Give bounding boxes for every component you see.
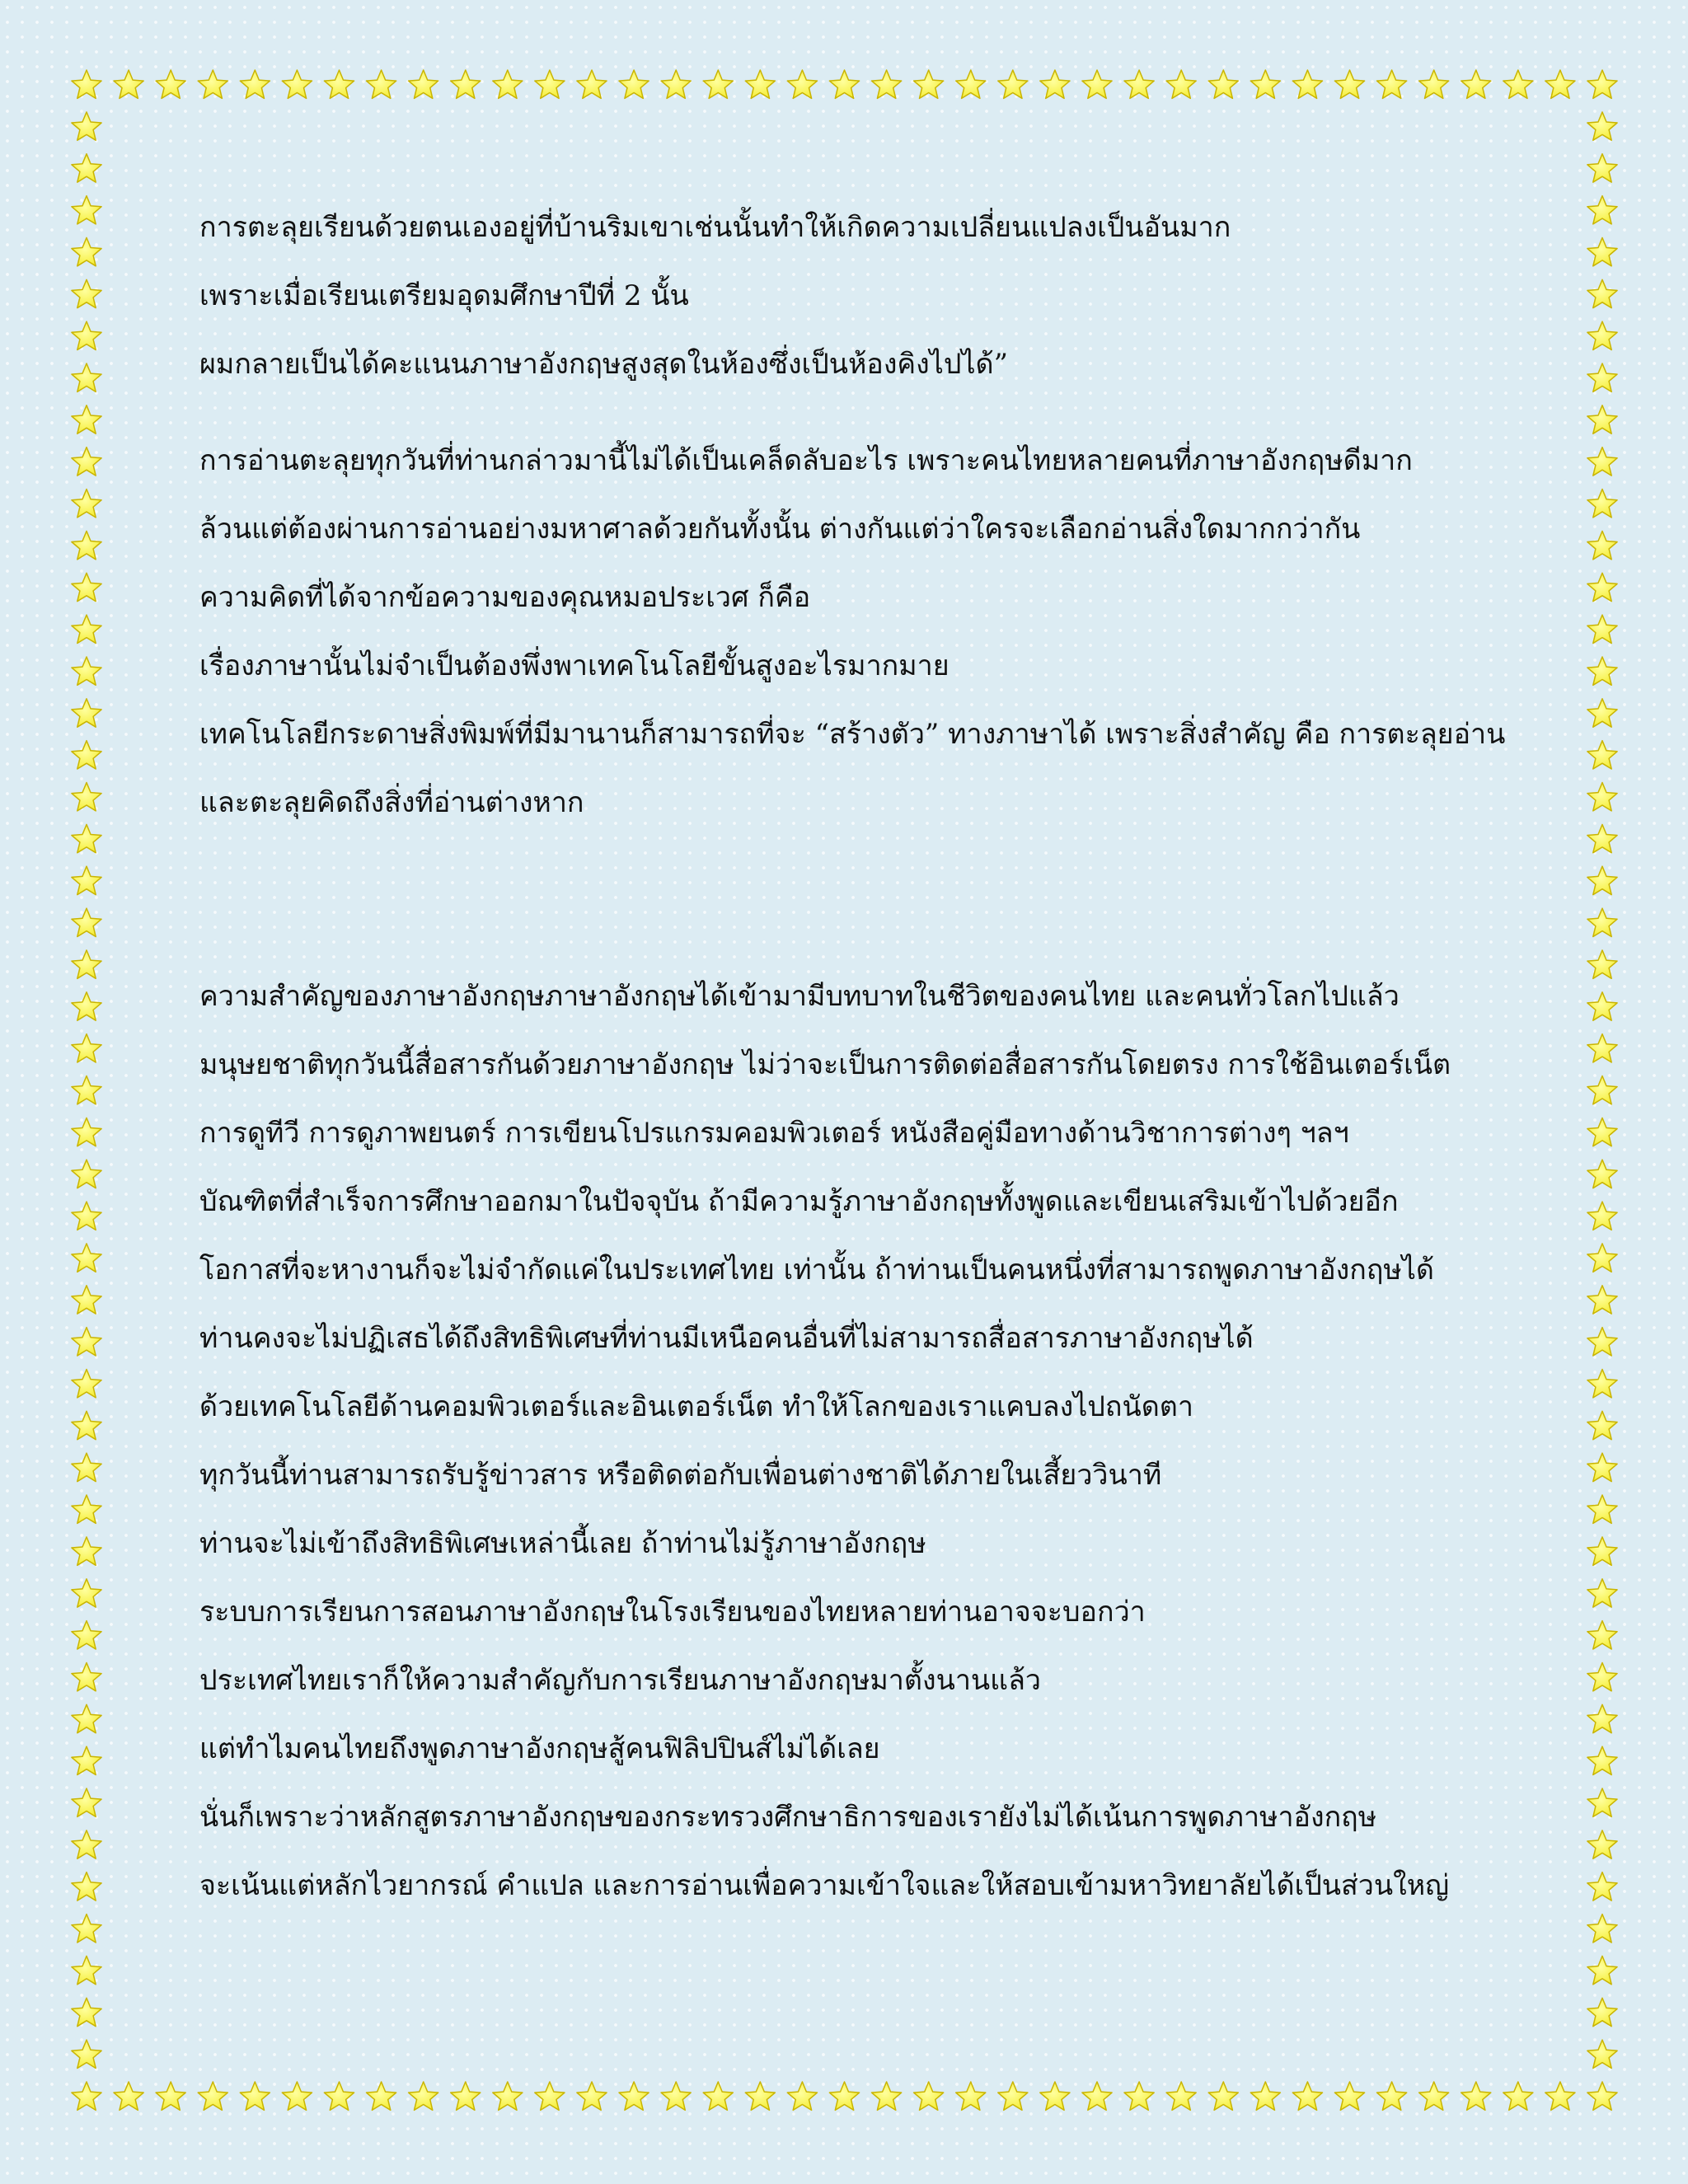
star-icon: [1334, 70, 1364, 98]
star-icon: [1587, 1956, 1617, 1984]
star-icon: [1503, 70, 1533, 98]
star-icon: [1166, 70, 1196, 98]
star-icon: [114, 2082, 143, 2110]
star-icon: [535, 70, 565, 98]
star-icon: [535, 2082, 565, 2110]
star-icon: [72, 237, 101, 265]
star-icon: [72, 992, 101, 1020]
star-icon: [72, 699, 101, 727]
star-icon: [72, 1956, 101, 1984]
star-icon: [872, 70, 902, 98]
star-icon: [1587, 363, 1617, 391]
star-icon: [72, 196, 101, 224]
text-line: ด้วยเทคโนโลยีด้านคอมพิวเตอร์และอินเตอร์เน็ต ทำให้โลกของเราแคบลงไปถนัดตา: [199, 1390, 1193, 1423]
star-icon: [1124, 2082, 1154, 2110]
star-icon: [72, 1872, 101, 1900]
star-icon: [324, 70, 354, 98]
star-icon: [1587, 783, 1617, 811]
star-icon: [1166, 2082, 1196, 2110]
star-icon: [72, 321, 101, 349]
star-icon: [1587, 2082, 1617, 2110]
star-icon: [1208, 2082, 1238, 2110]
star-icon: [72, 1579, 101, 1607]
star-icon: [72, 1915, 101, 1943]
star-icon: [661, 2082, 691, 2110]
star-icon: [1040, 2082, 1070, 2110]
star-icon: [1292, 2082, 1322, 2110]
star-icon: [1082, 70, 1112, 98]
star-icon: [703, 2082, 733, 2110]
star-icon: [72, 1830, 101, 1858]
star-icon: [1587, 1411, 1617, 1439]
star-icon: [72, 615, 101, 643]
star-icon: [72, 741, 101, 769]
star-icon: [72, 866, 101, 894]
star-icon: [1250, 70, 1280, 98]
star-icon: [72, 1286, 101, 1314]
star-icon: [1587, 1495, 1617, 1523]
star-icon: [409, 2082, 438, 2110]
star-icon: [72, 1704, 101, 1732]
star-icon: [72, 1621, 101, 1649]
star-icon: [1587, 908, 1617, 936]
star-icon: [72, 279, 101, 307]
star-icon: [1587, 1998, 1617, 2026]
star-icon: [72, 2040, 101, 2068]
star-icon: [72, 573, 101, 601]
text-line: เพราะเมื่อเรียนเตรียมอุดมศึกษาปีที่ 2 นั้น: [199, 279, 689, 312]
star-icon: [72, 112, 101, 140]
star-icon: [198, 2082, 227, 2110]
star-icon: [1082, 2082, 1112, 2110]
star-icon: [409, 70, 438, 98]
star-icon: [1587, 112, 1617, 140]
star-icon: [956, 70, 986, 98]
star-icon: [367, 70, 396, 98]
star-icon: [1587, 1034, 1617, 1062]
star-icon: [619, 2082, 649, 2110]
star-icon: [1587, 1830, 1617, 1858]
text-line: เรื่องภาษานั้นไม่จำเป็นต้องพึ่งพาเทคโนโลยีขั้นสูงอะไรมากมาย: [199, 649, 950, 682]
text-line: ทุกวันนี้ท่านสามารถรับรู้ข่าวสาร หรือติดต่อกับเพื่อนต่างชาติได้ภายในเสี้ยววินาที: [199, 1459, 1162, 1492]
star-icon: [72, 1746, 101, 1774]
star-icon: [1587, 1286, 1617, 1314]
star-icon: [72, 1034, 101, 1062]
star-icon: [1587, 615, 1617, 643]
star-icon: [72, 783, 101, 811]
star-icon: [1587, 741, 1617, 769]
paragraph-3: [199, 963, 1485, 1920]
star-icon: [1334, 2082, 1364, 2110]
star-icon: [1545, 2082, 1575, 2110]
text-line: การตะลุยเรียนด้วยตนเองอยู่ที่บ้านริมเขาเช่นนั้นทำให้เกิดความเปลี่ยนแปลงเป็นอันมาก: [199, 211, 1231, 244]
star-icon: [998, 2082, 1028, 2110]
star-icon: [577, 2082, 607, 2110]
star-icon: [787, 2082, 817, 2110]
star-icon: [1587, 1328, 1617, 1356]
star-icon: [451, 70, 481, 98]
star-icon: [745, 70, 775, 98]
text-line: ความสำคัญของภาษาอังกฤษภาษาอังกฤษได้เข้ามามีบทบาทในชีวิตของคนไทย และคนทั่วโลกไปแล้ว: [199, 980, 1400, 1013]
star-icon: [493, 70, 523, 98]
text-line: ผมกลายเป็นได้คะแนนภาษาอังกฤษสูงสุดในห้องซึ่งเป็นห้องคิงไปได้”: [199, 348, 1009, 381]
star-icon: [72, 448, 101, 476]
text-line: และตะลุยคิดถึงสิ่งที่อ่านต่างหาก: [199, 786, 584, 819]
paragraph-1: [199, 194, 1485, 399]
star-icon: [914, 2082, 944, 2110]
star-icon: [1587, 321, 1617, 349]
star-icon: [114, 70, 143, 98]
text-line: ท่านคงจะไม่ปฏิเสธได้ถึงสิทธิพิเศษที่ท่านมีเหนือคนอื่นที่ไม่สามารถสื่อสารภาษาอังกฤษได้: [199, 1322, 1254, 1355]
star-icon: [1250, 2082, 1280, 2110]
star-icon: [1208, 70, 1238, 98]
star-icon: [72, 1663, 101, 1691]
star-icon: [451, 2082, 481, 2110]
star-icon: [1040, 70, 1070, 98]
star-icon: [1587, 1453, 1617, 1481]
star-icon: [493, 2082, 523, 2110]
star-icon: [1587, 1202, 1617, 1230]
star-icon: [1124, 70, 1154, 98]
star-icon: [577, 70, 607, 98]
star-icon: [1419, 2082, 1449, 2110]
star-icon: [367, 2082, 396, 2110]
star-icon: [1461, 2082, 1491, 2110]
star-icon: [1587, 1621, 1617, 1649]
star-icon: [829, 2082, 859, 2110]
star-icon: [1587, 1746, 1617, 1774]
star-icon: [1587, 573, 1617, 601]
star-icon: [1587, 866, 1617, 894]
star-icon: [72, 1202, 101, 1230]
star-icon: [72, 1118, 101, 1146]
star-icon: [1587, 699, 1617, 727]
star-icon: [72, 363, 101, 391]
star-icon: [1587, 196, 1617, 224]
star-icon: [72, 824, 101, 852]
star-icon: [72, 70, 101, 98]
star-icon: [1587, 657, 1617, 685]
star-icon: [1587, 1579, 1617, 1607]
star-icon: [1587, 824, 1617, 852]
star-icon: [72, 1328, 101, 1356]
star-icon: [1587, 448, 1617, 476]
star-icon: [72, 1160, 101, 1188]
star-icon: [156, 2082, 185, 2110]
star-icon: [1587, 1076, 1617, 1104]
star-icon: [72, 1453, 101, 1481]
star-icon: [829, 70, 859, 98]
text-line: ระบบการเรียนการสอนภาษาอังกฤษในโรงเรียนของไทยหลายท่านอาจจะบอกว่า: [199, 1596, 1146, 1629]
star-icon: [1587, 1872, 1617, 1900]
star-icon: [1587, 1244, 1617, 1272]
star-icon: [745, 2082, 775, 2110]
star-icon: [156, 70, 185, 98]
star-icon: [72, 908, 101, 936]
star-icon: [998, 70, 1028, 98]
text-line: การดูทีวี การดูภาพยนตร์ การเขียนโปรแกรมคอมพิวเตอร์ หนังสือคู่มือทางด้านวิชาการต่างๆ ฯลฯ: [199, 1117, 1349, 1150]
star-icon: [72, 2082, 101, 2110]
text-line: แต่ทำไมคนไทยถึงพูดภาษาอังกฤษสู้คนฟิลิปปินส์ไม่ได้เลย: [199, 1732, 880, 1765]
star-icon: [72, 531, 101, 559]
star-icon: [619, 70, 649, 98]
star-icon: [72, 1076, 101, 1104]
star-icon: [872, 2082, 902, 2110]
star-icon: [72, 1495, 101, 1523]
star-icon: [1587, 1704, 1617, 1732]
star-icon: [1587, 237, 1617, 265]
star-icon: [1587, 1663, 1617, 1691]
star-icon: [787, 70, 817, 98]
star-icon: [72, 950, 101, 978]
star-icon: [1587, 1118, 1617, 1146]
star-icon: [240, 70, 270, 98]
star-icon: [1461, 70, 1491, 98]
star-icon: [72, 1537, 101, 1565]
text-line: บัณฑิตที่สำเร็จการศึกษาออกมาในปัจจุบัน ถ้ามีความรู้ภาษาอังกฤษทั้งพูดและเขียนเสริมเข้าไปด้วยอีก: [199, 1185, 1399, 1218]
star-icon: [1587, 992, 1617, 1020]
text-line: ประเทศไทยเราก็ให้ความสำคัญกับการเรียนภาษาอังกฤษมาตั้งนานแล้ว: [199, 1664, 1041, 1697]
text-line: ความคิดที่ได้จากข้อความของคุณหมอประเวศ ก็คือ: [199, 581, 811, 614]
star-icon: [198, 70, 227, 98]
star-icon: [1419, 70, 1449, 98]
star-icon: [956, 2082, 986, 2110]
text-line: มนุษยชาติทุกวันนี้สื่อสารกันด้วยภาษาอังกฤษ ไม่ว่าจะเป็นการติดต่อสื่อสารกันโดยตรง การใช้อินเตอร์เน็ต: [199, 1048, 1451, 1081]
star-icon: [1503, 2082, 1533, 2110]
text-line: จะเน้นแต่หลักไวยากรณ์ คำแปล และการอ่านเพื่อความเข้าใจและให้สอบเข้ามหาวิทยาลัยได้เป็นส่วนใหญ่: [199, 1869, 1450, 1902]
star-icon: [72, 154, 101, 182]
star-icon: [72, 1998, 101, 2026]
star-icon: [1587, 1915, 1617, 1943]
star-icon: [1377, 2082, 1407, 2110]
star-icon: [282, 2082, 312, 2110]
star-icon: [1587, 1370, 1617, 1398]
star-icon: [1587, 405, 1617, 434]
text-line: การอ่านตะลุยทุกวันที่ท่านกล่าวมานี้ไม่ได้เป็นเคล็ดลับอะไร เพราะคนไทยหลายคนที่ภาษาอังกฤษดีมาก: [199, 444, 1413, 477]
star-icon: [72, 1788, 101, 1816]
star-icon: [1587, 1788, 1617, 1816]
star-icon: [703, 70, 733, 98]
star-icon: [72, 490, 101, 518]
star-icon: [1545, 70, 1575, 98]
text-line: ล้วนแต่ต้องผ่านการอ่านอย่างมหาศาลด้วยกันทั้งนั้น ต่างกันแต่ว่าใครจะเลือกอ่านสิ่งใดมากกว่ากัน: [199, 513, 1361, 546]
star-icon: [72, 405, 101, 434]
star-icon: [240, 2082, 270, 2110]
star-icon: [1587, 490, 1617, 518]
star-icon: [1587, 1160, 1617, 1188]
star-icon: [1587, 950, 1617, 978]
star-icon: [1587, 70, 1617, 98]
star-icon: [72, 657, 101, 685]
star-icon: [914, 70, 944, 98]
star-icon: [72, 1244, 101, 1272]
star-icon: [661, 70, 691, 98]
text-line: เทคโนโลยีกระดาษสิ่งพิมพ์ที่มีมานานก็สามารถที่จะ “สร้างตัว” ทางภาษาได้ เพราะสิ่งสำคัญ คือ การตะลุยอ่าน: [199, 718, 1506, 751]
star-icon: [1587, 531, 1617, 559]
star-icon: [1587, 279, 1617, 307]
paragraph-2: [199, 427, 1506, 837]
text-line: นั่นก็เพราะว่าหลักสูตรภาษาอังกฤษของกระทรวงศึกษาธิการของเรายังไม่ได้เน้นการพูดภาษาอังกฤษ: [199, 1801, 1377, 1834]
star-icon: [324, 2082, 354, 2110]
star-icon: [1377, 70, 1407, 98]
star-icon: [72, 1370, 101, 1398]
star-icon: [1587, 154, 1617, 182]
star-icon: [1587, 2040, 1617, 2068]
star-icon: [1587, 1537, 1617, 1565]
star-icon: [72, 1411, 101, 1439]
text-line: โอกาสที่จะหางานก็จะไม่จำกัดแค่ในประเทศไทย เท่านั้น ถ้าท่านเป็นคนหนึ่งที่สามารถพูดภาษาอังกฤษได้: [199, 1254, 1434, 1286]
text-line: ท่านจะไม่เข้าถึงสิทธิพิเศษเหล่านี้เลย ถ้าท่านไม่รู้ภาษาอังกฤษ: [199, 1527, 926, 1560]
star-icon: [1292, 70, 1322, 98]
star-icon: [282, 70, 312, 98]
